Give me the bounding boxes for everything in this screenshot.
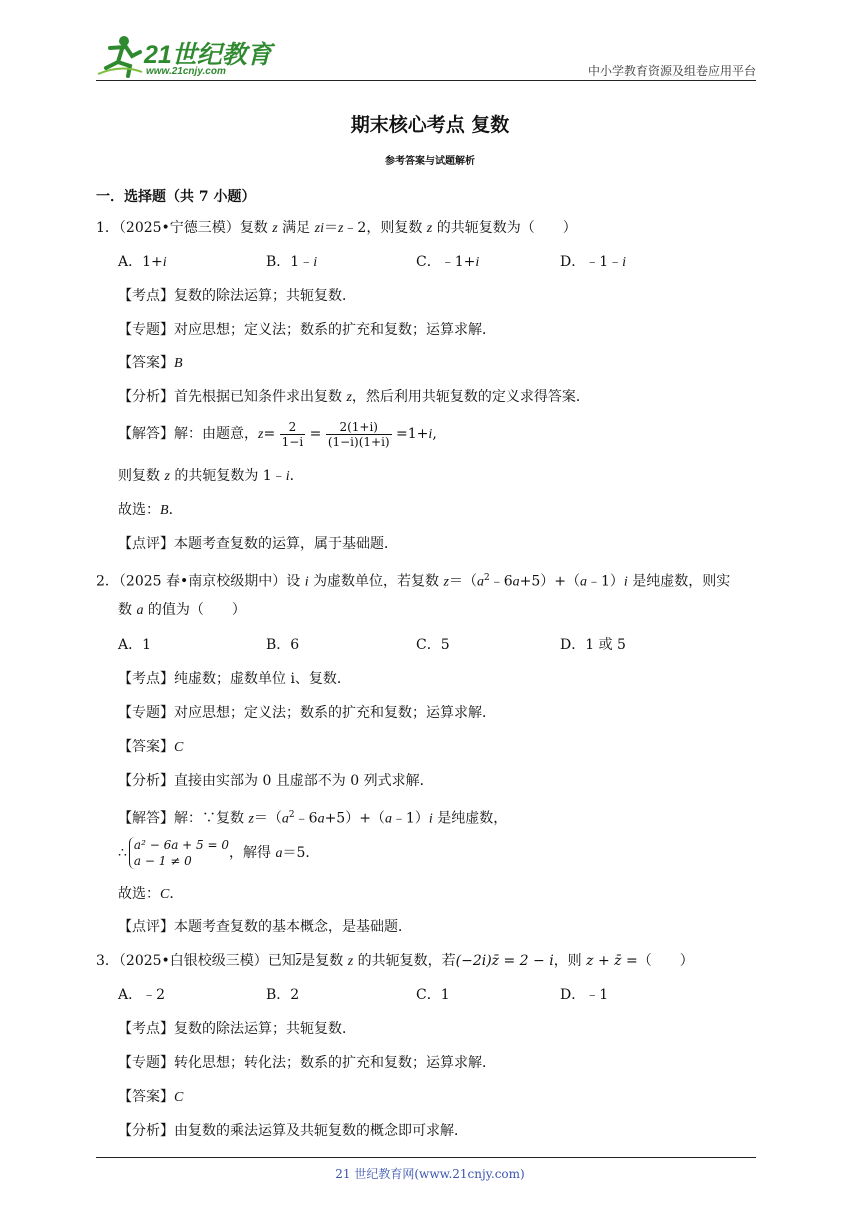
fraction-2: $\frac{2(1+i)}{(1-i)(1+i)}$ <box>327 419 390 449</box>
q1-option-b[interactable]: B．1﹣i <box>266 254 318 270</box>
q2-option-a[interactable]: A．1 <box>118 637 152 653</box>
q2-kaodian: 【考点】纯虚数；虚数单位 i、复数． <box>118 671 351 687</box>
question-1-stem: 1．（2025•宁德三模）复数 z 满足 zi＝z﹣2，则复数 z 的共轭复数为（ ） <box>96 220 577 236</box>
q1-jieda: 【解答】解：由题意，z= $\frac{2}{1-i}$ = $\frac{2(1+i)}{(1-i)(1+i)}$ =1+i, <box>118 419 437 449</box>
header-platform-text: 中小学教育资源及组卷应用平台 <box>587 64 756 78</box>
page-title: 期末核心考点 复数 <box>350 114 510 136</box>
q2-dianping: 【点评】本题考查复数的基本概念，是基础题． <box>118 919 412 935</box>
q3-fenxi: 【分析】由复数的乘法运算及共轭复数的概念即可求解． <box>118 1123 468 1139</box>
question-2-stem: 2．（2025 春•南京校级期中）设 i 为虚数单位，若复数 $z=(a^2﹣6a+5)+(a﹣1)i$ 是纯虚数，则实 <box>96 573 731 590</box>
q3-option-d[interactable]: D．﹣1 <box>560 987 609 1003</box>
footer-link[interactable]: 21 世纪教育网(www.21cnjy.com) <box>335 1167 525 1181</box>
q1-dianping: 【点评】本题考查复数的运算，属于基础题． <box>118 536 398 552</box>
q1-conj-line: 则复数 z 的共轭复数为 1﹣i． <box>118 468 304 484</box>
q2-system: ∴ a² − 6a + 5 = 0 a − 1 ≠ 0 ，解得 a＝5． <box>118 838 320 868</box>
q3-option-b[interactable]: B．2 <box>266 987 300 1003</box>
q1-kaodian: 【考点】复数的除法运算；共轭复数． <box>118 288 356 304</box>
q1-answer: 【答案】B <box>118 355 183 371</box>
q3-zhuanti: 【专题】转化思想；转化法；数系的扩充和复数；运算求解． <box>118 1055 496 1071</box>
q1-choice: 故选：B． <box>118 502 183 518</box>
logo-text: 21世纪教育 <box>144 41 272 69</box>
q3-option-a[interactable]: A．﹣2 <box>118 987 166 1003</box>
q3-answer: 【答案】C <box>118 1089 184 1105</box>
q2-fenxi: 【分析】直接由实部为 0 且虚部不为 0 列式求解． <box>118 773 434 789</box>
q1-option-c[interactable]: C．﹣1+i <box>416 254 480 270</box>
q2-option-b[interactable]: B．6 <box>266 637 300 653</box>
q2-choice: 故选：C． <box>118 886 184 902</box>
q2-option-d[interactable]: D．1 或 5 <box>560 637 626 653</box>
q2-option-c[interactable]: C．5 <box>416 637 450 653</box>
section-heading: 一．选择题（共 7 小题） <box>96 189 256 205</box>
q1-zhuanti: 【专题】对应思想；定义法；数系的扩充和复数；运算求解． <box>118 322 496 338</box>
q3-option-c[interactable]: C．1 <box>416 987 450 1003</box>
page-subtitle: 参考答案与试题解析 <box>385 156 475 167</box>
fraction-1: $\frac{2}{1-i}$ <box>281 419 304 449</box>
logo-url: www.21cnjy.com <box>146 66 226 77</box>
q1-option-d[interactable]: D．﹣1﹣i <box>560 254 627 270</box>
q1-fenxi: 【分析】首先根据已知条件求出复数 z，然后利用共轭复数的定义求得答案． <box>118 389 590 405</box>
question-2-stem-cont: 数 a 的值为（ ） <box>118 602 246 618</box>
q3-kaodian: 【考点】复数的除法运算；共轭复数． <box>118 1021 356 1037</box>
equation-system: a² − 6a + 5 = 0 a − 1 ≠ 0 <box>129 837 229 869</box>
q2-answer: 【答案】C <box>118 739 184 755</box>
question-3-stem: 3．（2025•白银校级三模）已知$\overline{z}$是复数 z 的共轭复数，若(−2i)z̄ = 2 − i，则 z + z̄ =（ ） <box>96 953 694 969</box>
q2-zhuanti: 【专题】对应思想；定义法；数系的扩充和复数；运算求解． <box>118 705 496 721</box>
q2-jieda: 【解答】解：∵复数 $z=(a^2﹣6a+5)+(a﹣1)i$ 是纯虚数， <box>118 810 508 827</box>
footer-divider <box>96 1157 756 1158</box>
header-divider <box>96 80 756 81</box>
q1-option-a[interactable]: A．1+i <box>118 254 167 270</box>
